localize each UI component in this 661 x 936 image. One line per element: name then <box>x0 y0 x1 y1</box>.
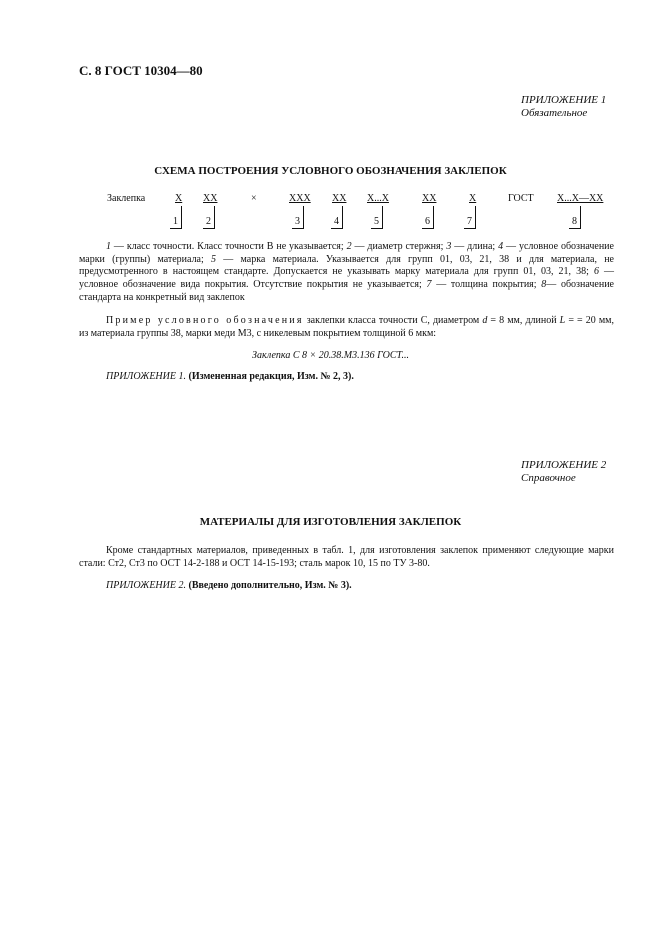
appendix-1-note-label: ПРИЛОЖЕНИЕ 1. <box>106 371 186 382</box>
scheme-token-5: X...X <box>367 193 389 204</box>
leader-line-2 <box>214 206 215 228</box>
leader-line-7 <box>475 206 476 228</box>
scheme-token-8: X...X—XX <box>557 193 604 204</box>
scheme-number-8: 8 <box>572 216 577 227</box>
scheme-token-1: X <box>175 193 183 204</box>
legend-text-3: — длина; <box>451 241 499 252</box>
scheme-token-6: XX <box>422 193 437 204</box>
scheme-token-4: XX <box>332 193 347 204</box>
legend-text-2: — диаметр стержня; <box>351 241 447 252</box>
scheme-token-gost: ГОСТ <box>508 193 534 204</box>
scheme-token-times: × <box>251 193 257 204</box>
leader-base-5 <box>371 228 383 229</box>
appendix-1-label: ПРИЛОЖЕНИЕ 1 <box>521 94 607 106</box>
page-header: С. 8 ГОСТ 10304—80 <box>79 63 203 78</box>
leader-base-8 <box>569 228 581 229</box>
appendix-2-note-text: (Введено дополнительно, Изм. № 3). <box>186 580 352 591</box>
appendix-2-note-label: ПРИЛОЖЕНИЕ 2. <box>106 580 186 591</box>
appendix-1-title: СХЕМА ПОСТРОЕНИЯ УСЛОВНОГО ОБОЗНАЧЕНИЯ ЗАКЛЕПОК <box>154 165 507 177</box>
legend-number-3: 3 <box>446 241 452 252</box>
legend-number-4: 4 <box>498 241 504 252</box>
legend-text-8: — обозначение стандарта на конкретный вид заклепок <box>79 279 614 303</box>
scheme-number-3: 3 <box>295 216 300 227</box>
legend-number-1: 1 <box>106 241 111 252</box>
leader-base-6 <box>422 228 434 229</box>
scheme-token-2: XX <box>203 193 218 204</box>
scheme-token-7: X <box>469 193 477 204</box>
appendix-2-body: Кроме стандартных материалов, приведенных в табл. 1, для изготовления заклепок применяют следующие марки стали: Ст2, Ст3 по ОСТ 14-2-188 и ОСТ 14-15-193; сталь марок 10, 15 по ТУ 3-80. <box>79 545 614 569</box>
legend-text-5: — марка материала. Указывается для групп 01, 03, 21, 38 и для материала, не предусмотренного в настоящем стандарте. Допускается не указывать марку материала для групп 01, 03, 21, 38; <box>79 253 614 278</box>
example-intro: Пример условного обозначения <box>106 315 304 326</box>
scheme-number-4: 4 <box>334 216 339 227</box>
legend-text-7: — толщина покрытия; <box>431 279 542 291</box>
leader-line-4 <box>342 206 343 228</box>
scheme-legend <box>79 241 614 305</box>
leader-base-3 <box>292 228 304 229</box>
leader-line-1 <box>181 206 182 228</box>
legend-number-5: 5 <box>211 253 217 265</box>
appendix-2-status: Справочное <box>521 472 576 484</box>
example-designation: Заклепка С 8 × 20.38.М3.136 ГОСТ... <box>252 350 409 361</box>
leader-line-8 <box>580 206 581 228</box>
legend-number-7: 7 <box>426 279 432 291</box>
example-text-3: = = 20 мм, из материала группы 38, марки меди М3, с никелевым покрытием толщиной 6 мкм: <box>79 315 614 339</box>
appendix-2-label: ПРИЛОЖЕНИЕ 2 <box>521 459 607 471</box>
legend-number-8: 8 <box>541 279 547 291</box>
appendix-1-note-text: (Измененная редакция, Изм. № 2, 3). <box>186 371 354 382</box>
scheme-word: Заклепка <box>107 193 146 204</box>
appendix-2-title: МАТЕРИАЛЫ ДЛЯ ИЗГОТОВЛЕНИЯ ЗАКЛЕПОК <box>199 516 462 528</box>
legend-text-6: — условное обозначение вида покрытия. Отсутствие покрытия не указывается; <box>79 266 615 291</box>
legend-number-2: 2 <box>346 241 352 252</box>
leader-line-3 <box>303 206 304 228</box>
example-paragraph <box>79 315 614 340</box>
scheme-number-6: 6 <box>425 216 430 227</box>
designation-scheme <box>0 0 661 240</box>
legend-text-4: — условное обозначение марки (группы) материала; <box>79 241 614 265</box>
example-var-L: L <box>559 315 566 326</box>
scheme-number-5: 5 <box>374 216 379 227</box>
scheme-number-7: 7 <box>467 216 472 227</box>
example-text-2: = 8 мм, длиной <box>487 315 560 326</box>
leader-base-4 <box>331 228 343 229</box>
example-text-1: заклепки класса точности С, диаметром <box>303 315 483 326</box>
scheme-token-3: XXX <box>289 193 311 204</box>
scheme-number-2: 2 <box>206 216 211 227</box>
appendix-1-note <box>106 371 354 382</box>
legend-text-1: — класс точности. Класс точности В не указывается; <box>111 241 347 252</box>
leader-base-2 <box>203 228 215 229</box>
appendix-2-note <box>106 580 352 591</box>
example-var-d: d <box>482 315 488 326</box>
leader-base-7 <box>464 228 476 229</box>
legend-number-6: 6 <box>593 266 599 278</box>
leader-base-1 <box>170 228 182 229</box>
scheme-number-1: 1 <box>173 216 178 227</box>
appendix-1-status: Обязательное <box>521 107 588 119</box>
leader-line-5 <box>382 206 383 228</box>
leader-line-6 <box>433 206 434 228</box>
